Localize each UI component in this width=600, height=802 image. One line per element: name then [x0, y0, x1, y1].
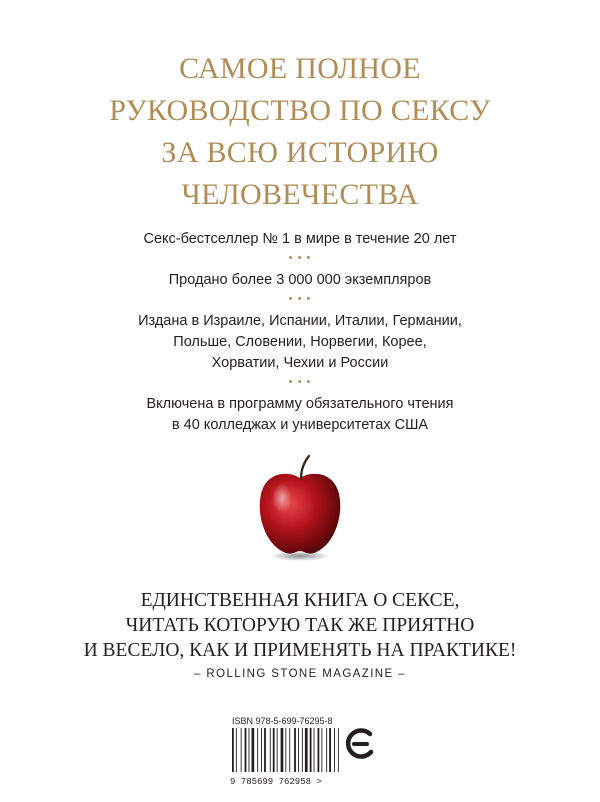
barcode-bar: [314, 728, 315, 772]
fact-line: Секс-бестселлер № 1 в мире в течение 20 лет: [143, 231, 457, 247]
quote-line: ЧИТАТЬ КОТОРУЮ ТАК ЖЕ ПРИЯТНО: [125, 615, 475, 636]
barcode-bar: [338, 728, 339, 772]
fact-line: Продано более 3 000 000 экземпляров: [168, 272, 432, 288]
quote-line: И ВЕСЕЛО, КАК И ПРИМЕНЯТЬ НА ПРАКТИКЕ!: [83, 640, 517, 661]
fact-line: Издана в Израиле, Испании, Италии, Германии,: [138, 313, 462, 329]
barcode-digits: 9 785699 762958 >: [230, 777, 322, 786]
quote-line: ЕДИНСТВЕННАЯ КНИГА О СЕКСЕ,: [140, 590, 460, 611]
barcode-bar: [257, 728, 258, 772]
headline-line: ЗА ВСЮ ИСТОРИЮ: [161, 136, 439, 169]
dots-separator: • • •: [288, 252, 312, 264]
barcode-bar: [310, 728, 312, 772]
fact-line: Хорватии, Чехии и России: [211, 355, 389, 371]
barcode-bar: [302, 728, 303, 772]
barcode-bars: [232, 728, 339, 772]
barcode-bar: [318, 728, 320, 772]
barcode-bar: [252, 728, 255, 772]
dots-separator: • • •: [288, 376, 312, 388]
barcode-bar: [277, 728, 278, 772]
barcode-bar: [289, 728, 290, 772]
barcode-bar: [261, 728, 262, 772]
fact-line: в 40 колледжах и университетах США: [171, 417, 429, 433]
apple-illustration: [252, 454, 348, 564]
barcode-bar: [232, 728, 234, 772]
apple-shadow: [270, 551, 330, 561]
facts-list: [0, 229, 600, 436]
barcode-bar: [298, 728, 299, 772]
fact-line: Включена в программу обязательного чтения: [146, 396, 454, 412]
quote: [0, 588, 600, 663]
barcode-bar: [321, 728, 322, 772]
barcode-bar: [294, 728, 296, 772]
headline-line: РУКОВОДСТВО ПО СЕКСУ: [109, 94, 491, 127]
headline-line: ЧЕЛОВЕЧЕСТВА: [181, 178, 419, 211]
isbn-label: ISBN 978-5-699-76295-8: [232, 716, 333, 726]
barcode-bar: [329, 728, 331, 772]
barcode-bar: [245, 728, 247, 772]
barcode-bar: [236, 728, 237, 772]
barcode-bar: [249, 728, 250, 772]
headline-line: САМОЕ ПОЛНОЕ: [179, 52, 421, 85]
barcode-bar: [241, 728, 242, 772]
barcode-bar: [305, 728, 308, 772]
barcode-bar: [273, 728, 275, 772]
quote-source: – ROLLING STONE MAGAZINE –: [194, 668, 406, 680]
barcode: [228, 728, 348, 786]
barcode-block: [228, 716, 348, 790]
dots-separator: • • •: [288, 293, 312, 305]
headline: [0, 48, 600, 216]
apple-body: [260, 474, 341, 554]
barcode-bar: [270, 728, 271, 772]
barcode-bar: [334, 728, 335, 772]
barcode-bar: [326, 728, 327, 772]
barcode-bar: [285, 728, 286, 772]
publisher-logo-icon: [344, 725, 376, 761]
barcode-bar: [264, 728, 266, 772]
barcode-bar: [281, 728, 284, 772]
apple-highlight: [272, 483, 292, 513]
fact-line: Польше, Словении, Норвегии, Корее,: [173, 334, 427, 350]
